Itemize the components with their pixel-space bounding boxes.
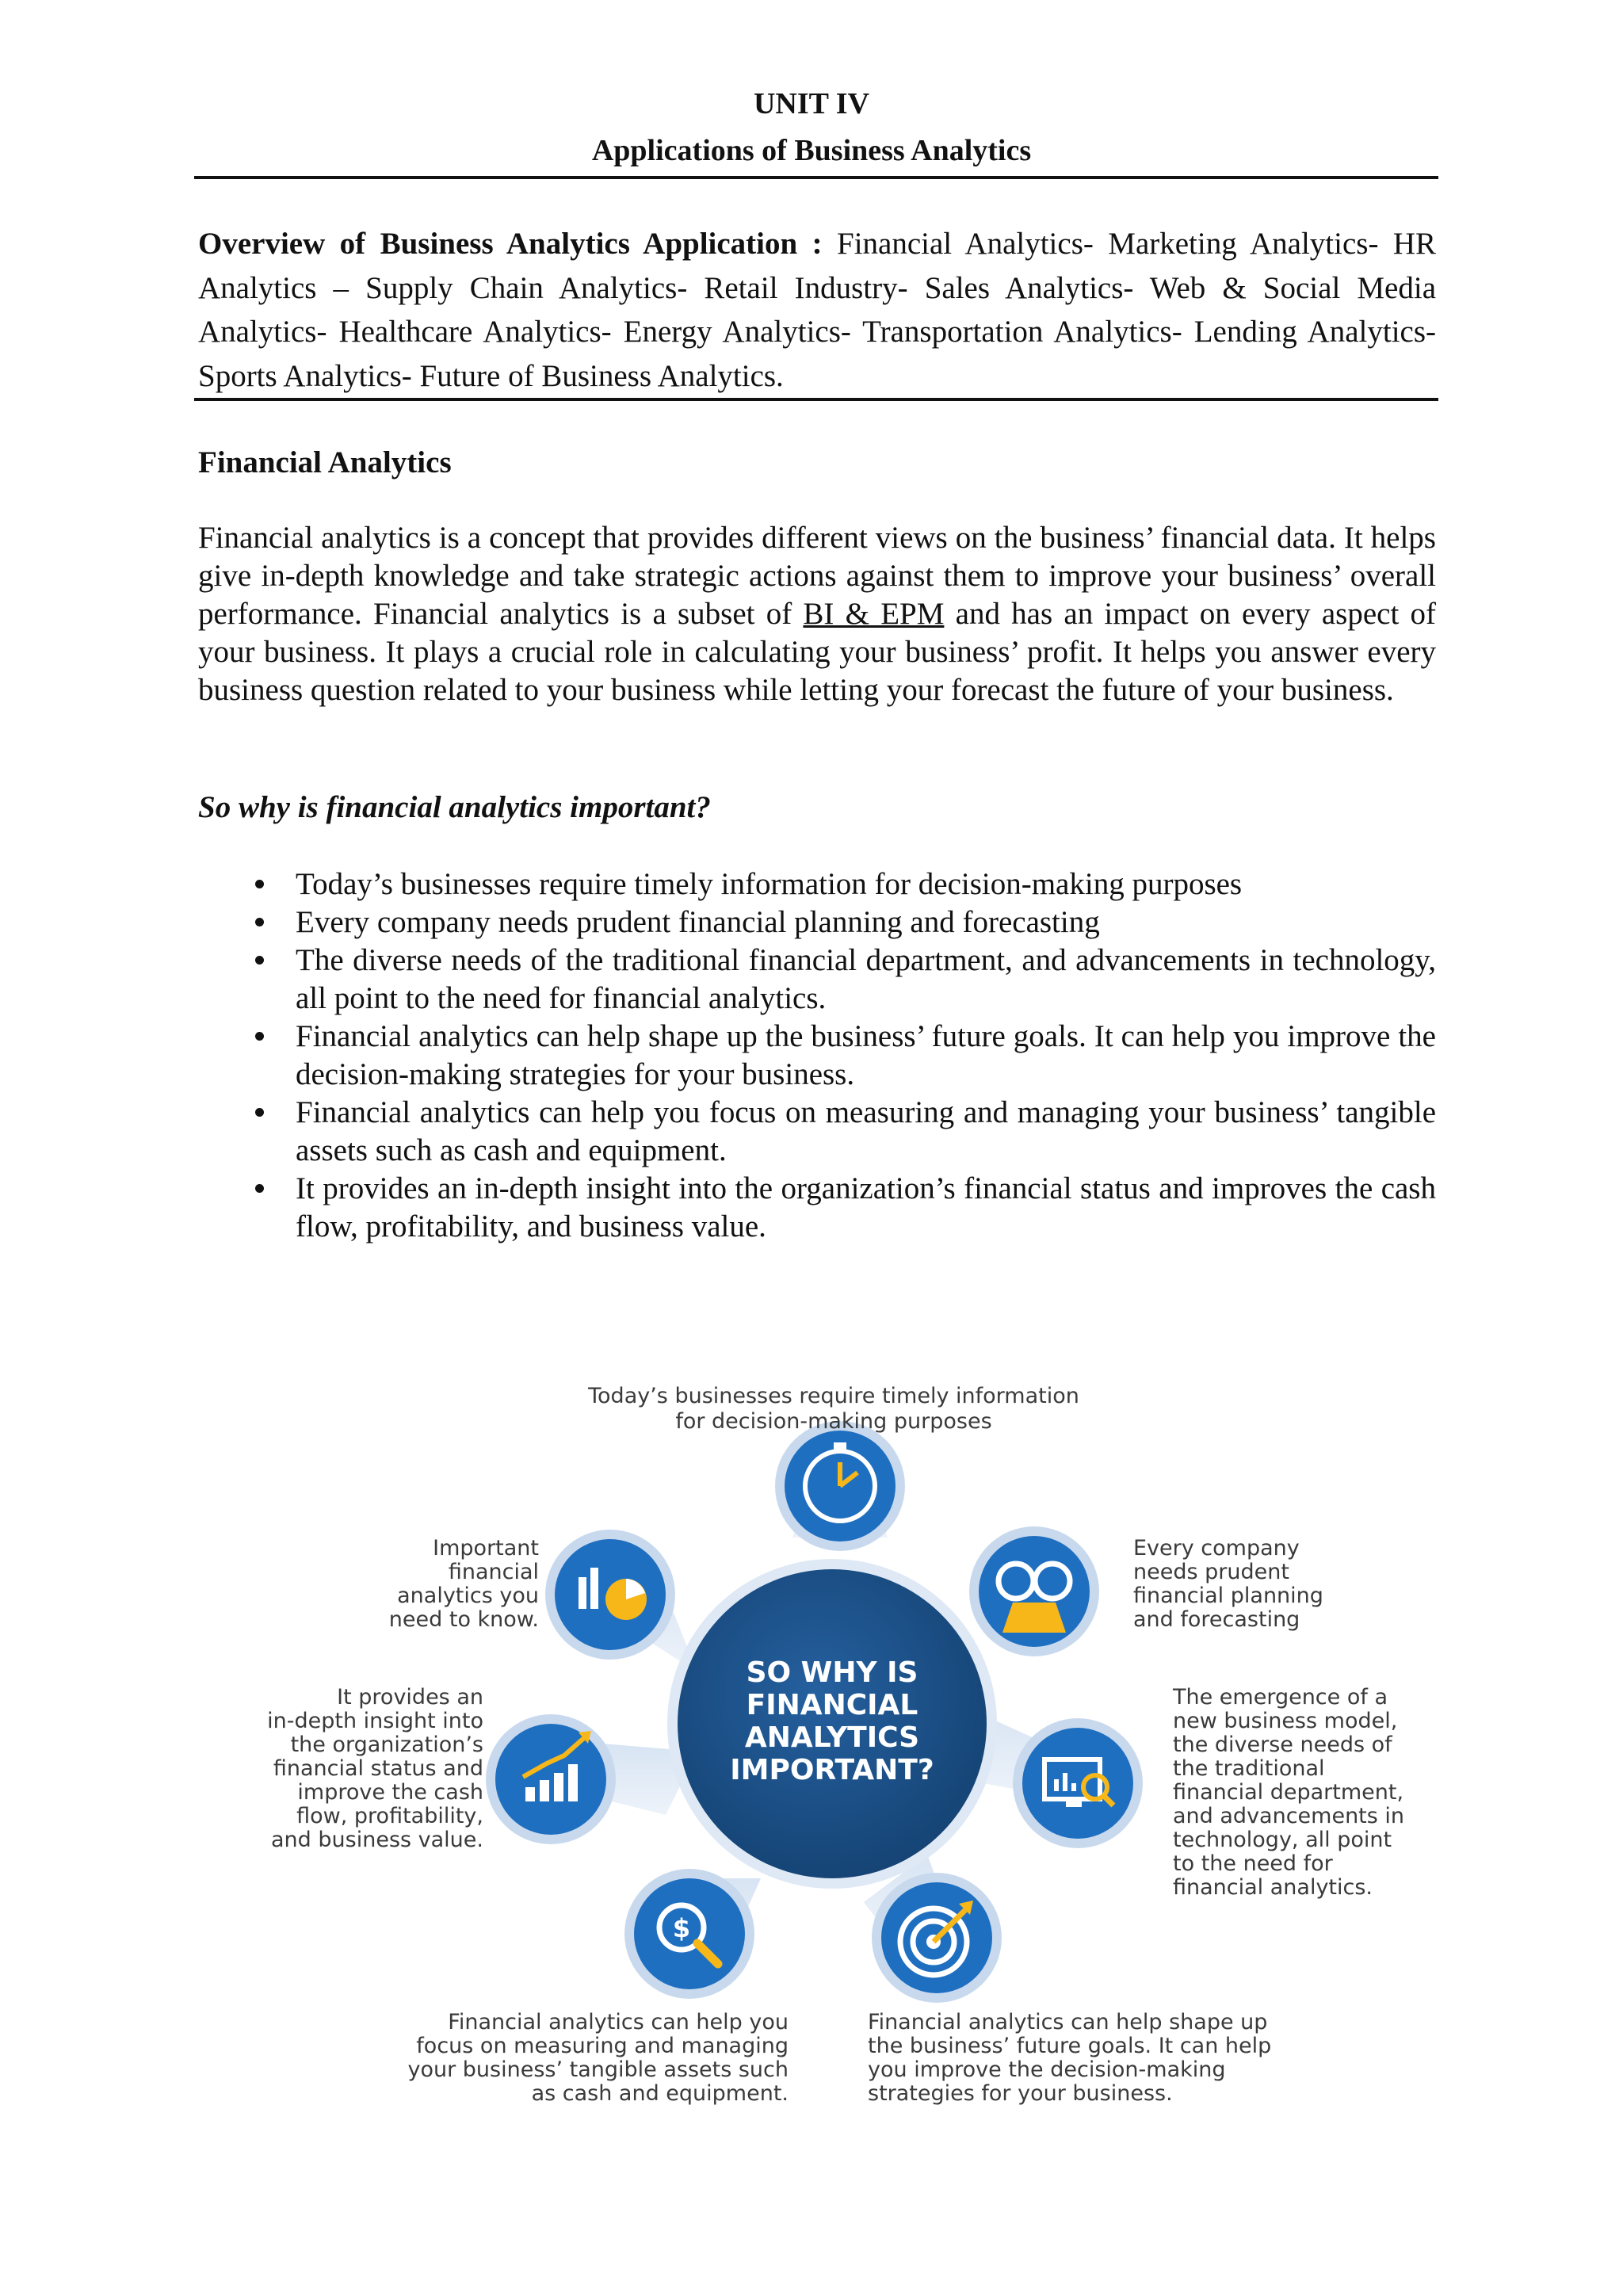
svg-text:Financial analytics can help y: Financial analytics can help you: [448, 2010, 789, 2034]
svg-text:strategies for your business.: strategies for your business.: [868, 2081, 1173, 2106]
list-item-text: Today’s businesses require timely information for decision-making purposes: [296, 867, 1243, 901]
overview-text: Financial Analytics- Marketing Analytics- HR Analytics – Supply Chain Analytics- Retail Industry- Sales Analytics- Web & Social Media Analytics- Healthcare Analytics- Energy Analytics- Transportation Analytics- Lending Analytics- Sports Analytics- Future of Business Analytics.: [198, 227, 1437, 393]
clock-icon: [775, 1421, 905, 1551]
svg-text:and business value.: and business value.: [271, 1828, 483, 1852]
svg-text:The emergence of a: The emergence of a: [1173, 1685, 1388, 1710]
svg-text:the traditional: the traditional: [1173, 1756, 1325, 1781]
bar-pie-chart-icon: [545, 1530, 675, 1660]
svg-text:and forecasting: and forecasting: [1133, 1607, 1300, 1632]
svg-text:focus on measuring and managin: focus on measuring and managing: [416, 2034, 789, 2058]
svg-text:new business model,: new business model,: [1173, 1709, 1398, 1733]
bi-epm-link[interactable]: BI & EPM: [803, 597, 945, 631]
caption-bottom-left: [407, 2010, 789, 2106]
dollar-magnifier-icon: [624, 1869, 754, 1999]
center-title-line: IMPORTANT?: [730, 1754, 934, 1786]
svg-text:improve the cash: improve the cash: [297, 1780, 483, 1805]
svg-text:and advancements in: and advancements in: [1173, 1804, 1405, 1828]
caption-left: [267, 1685, 483, 1852]
svg-text:Financial analytics can help s: Financial analytics can help shape up: [868, 2010, 1268, 2034]
unit-number: UNIT IV: [753, 87, 870, 120]
svg-text:as cash and equipment.: as cash and equipment.: [531, 2081, 789, 2106]
target-icon: [872, 1873, 1002, 2003]
svg-text:in-depth insight into: in-depth insight into: [267, 1709, 483, 1733]
list-item-text: Every company needs prudent financial planning and forecasting: [296, 905, 1100, 939]
svg-text:It provides an: It provides an: [337, 1685, 483, 1710]
list-item-text: It provides an in-depth insight into the organization’s financial status and improves the cash flow, profitability, and business value.: [296, 1171, 1436, 1244]
caption-right: [1172, 1685, 1404, 1900]
svg-text:needs prudent: needs prudent: [1133, 1560, 1289, 1584]
svg-text:Every company: Every company: [1133, 1536, 1300, 1561]
list-item-text: The diverse needs of the traditional financial department, and advancements in technology, all point to the need for financial analytics.: [296, 943, 1436, 1015]
caption-bottom-right: [868, 2010, 1271, 2106]
caption-top: [587, 1384, 1079, 1434]
section-heading: Financial Analytics: [198, 445, 452, 479]
monitor-chart-icon: [1013, 1718, 1143, 1848]
svg-text:the diverse needs of: the diverse needs of: [1173, 1733, 1392, 1757]
caption-top-right: [1133, 1536, 1323, 1632]
para-text-before-link: Financial analytics is a concept that provides different views on the business’ financial data. It helps give in-depth knowledge and take strategic actions against them to improve your business’ overall performance. Financial analytics is a subset of: [198, 521, 1436, 631]
svg-text:flow, profitability,: flow, profitability,: [296, 1804, 483, 1828]
caption-top-left: [389, 1536, 539, 1632]
svg-text:technology, all point: technology, all point: [1173, 1828, 1392, 1852]
binoculars-icon: [969, 1526, 1099, 1656]
svg-text:analytics you: analytics you: [397, 1584, 539, 1608]
svg-text:Important: Important: [433, 1536, 539, 1561]
why-heading: So why is financial analytics important?: [198, 790, 711, 824]
page-title: Applications of Business Analytics: [591, 134, 1032, 167]
list-item-text: Financial analytics can help shape up the business’ future goals. It can help you improve the decision-making strategies for your business.: [296, 1019, 1436, 1091]
svg-text:financial status and: financial status and: [273, 1756, 483, 1781]
svg-text:financial: financial: [448, 1560, 539, 1584]
overview-label: Overview of Business Analytics Application :: [198, 227, 823, 261]
svg-text:financial analytics.: financial analytics.: [1173, 1875, 1373, 1900]
svg-text:the organization’s: the organization’s: [290, 1733, 483, 1757]
center-title-line: SO WHY IS: [746, 1656, 918, 1689]
svg-text:you improve the decision-makin: you improve the decision-making: [868, 2057, 1226, 2082]
svg-text:Today’s businesses require tim: Today’s businesses require timely information: [588, 1384, 1079, 1408]
svg-text:financial department,: financial department,: [1173, 1780, 1404, 1805]
svg-text:need to know.: need to know.: [388, 1607, 539, 1632]
svg-text:financial planning: financial planning: [1133, 1584, 1323, 1608]
center-title-line: ANALYTICS: [744, 1721, 920, 1754]
growth-chart-icon: [486, 1714, 616, 1844]
svg-text:for decision-making purposes: for decision-making purposes: [675, 1409, 992, 1434]
para-text-after-link: and has an impact on every aspect of your business. It plays a crucial role in calculating your business’ profit. It helps you answer every business question related to your business while letting your forecast the future of your business.: [198, 597, 1436, 707]
list-item-text: Financial analytics can help you focus on measuring and managing your business’ tangible assets such as cash and equipment.: [296, 1095, 1436, 1167]
center-title-line: FINANCIAL: [746, 1689, 918, 1721]
center-circle: [667, 1559, 997, 1889]
svg-text:your business’ tangible assets: your business’ tangible assets such: [407, 2057, 789, 2082]
svg-text:$: $: [672, 1913, 691, 1943]
svg-text:the business’ future goals. It: the business’ future goals. It can help: [868, 2034, 1272, 2058]
svg-text:to the need for: to the need for: [1173, 1851, 1333, 1876]
